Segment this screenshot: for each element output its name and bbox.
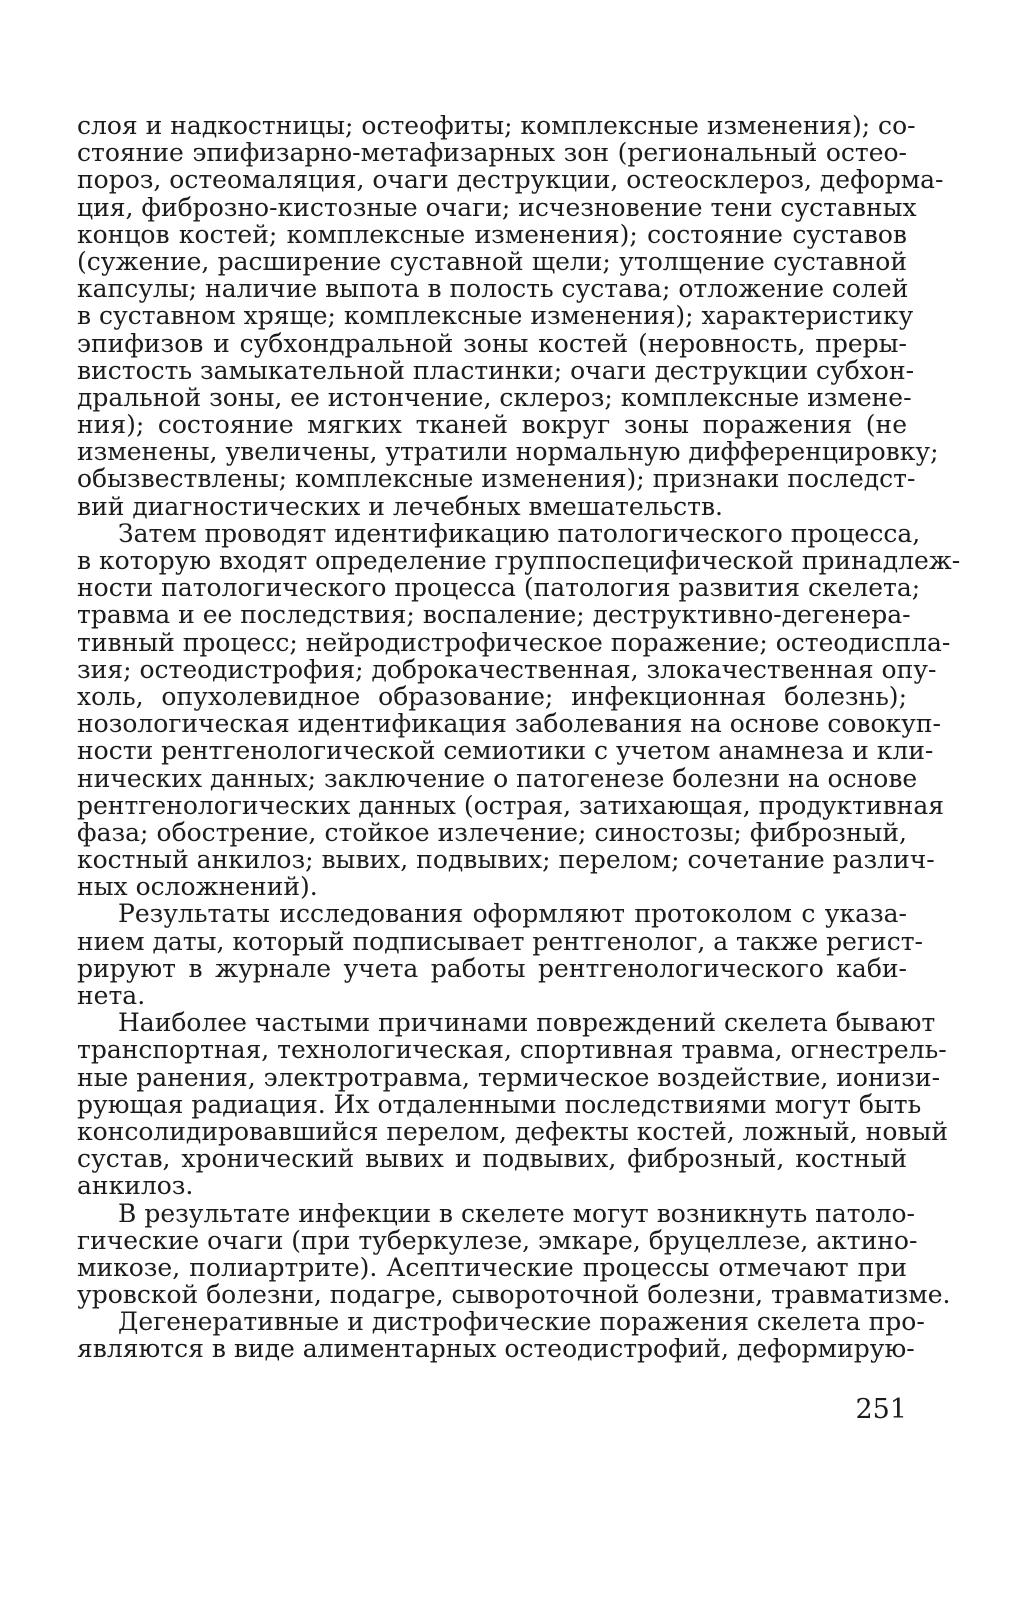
text-line: тивный процесс; нейродистрофическое поражение; остеодиспла-	[77, 627, 951, 657]
paragraph	[77, 1307, 925, 1364]
text-line: костный анкилоз; вывих, подвывих; перелом; сочетание различ-	[77, 845, 935, 875]
text-line: нием даты, который подписывает рентгенолог, а также регист-	[77, 926, 923, 956]
text-line: консолидировавшийся перелом, дефекты костей, ложный, новый	[77, 1116, 949, 1146]
text-line: слоя и надкостницы; остеофиты; комплексные изменения); со-	[77, 111, 916, 140]
text-line: ных осложнений).	[77, 872, 318, 902]
text-line: рируют в журнале учета работы рентгенологического каби-	[77, 953, 907, 983]
text-line: пороз, остеомаляция, очаги деструкции, остеосклероз, деформа-	[77, 165, 944, 195]
text-line: В результате инфекции в скелете могут возникнуть патоло-	[118, 1198, 915, 1228]
text-line: эпифизов и субхондральной зоны костей (неровность, преры-	[77, 328, 907, 358]
text-line: капсулы; наличие выпота в полость сустава; отложение солей	[77, 274, 909, 304]
text-line: зия; остеодистрофия; доброкачественная, злокачественная опу-	[77, 654, 937, 684]
text-line: рентгенологических данных (острая, затихающая, продуктивная	[77, 790, 944, 820]
text-line: сустав, хронический вывих и подвывих, фиброзный, костный	[77, 1144, 907, 1174]
text-line: холь, опухолевидное образование; инфекционная болезнь);	[77, 681, 907, 711]
text-line: транспортная, технологическая, спортивная травма, огнестрель-	[77, 1035, 947, 1065]
text-line: микозе, полиартрите). Асептические процессы отмечают при	[77, 1252, 907, 1282]
text-line: травма и ее последствия; воспаление; деструктивно-дегенера-	[77, 600, 911, 630]
paragraph	[77, 111, 944, 521]
body-text	[77, 111, 961, 1364]
text-line: изменены, увеличены, утратили нормальную дифференцировку;	[77, 437, 939, 467]
text-line: Затем проводят идентификацию патологического процесса,	[118, 518, 921, 548]
paragraph	[77, 899, 923, 1010]
paragraph	[77, 1198, 951, 1310]
text-line: Дегенеративные и дистрофические поражения скелета про-	[118, 1307, 925, 1337]
text-line: вий диагностических и лечебных вмешательств.	[77, 491, 723, 521]
text-line: рующая радиация. Их отдаленными последствиями могут быть	[77, 1089, 922, 1119]
text-line: ности патологического процесса (патология развития скелета;	[77, 573, 921, 603]
paragraph	[77, 1008, 949, 1201]
text-line: нета.	[77, 981, 146, 1010]
text-line: обызвествлены; комплексные изменения); признаки последст-	[77, 464, 916, 494]
text-line: ные ранения, электротравма, термическое воздействие, ионизи-	[77, 1062, 941, 1092]
text-line: вистость замыкательной пластинки; очаги деструкции субхон-	[77, 355, 915, 385]
text-line: фаза; обострение, стойкое излечение; синостозы; фиброзный,	[77, 817, 907, 847]
text-line: (сужение, расширение суставной щели; утолщение суставной	[77, 246, 907, 276]
text-line: нических данных; заключение о патогенезе болезни на основе	[77, 763, 918, 793]
text-line: Результаты исследования оформляют протоколом с указа-	[118, 899, 907, 929]
text-line: в которую входят определение группоспецифической принадлеж-	[77, 546, 961, 575]
text-line: ция, фиброзно-кистозные очаги; исчезновение тени суставных	[77, 192, 917, 222]
text-line: дральной зоны, ее истончение, склероз; комплексные измене-	[77, 382, 912, 412]
text-line: являются в виде алиментарных остеодистрофий, деформирую-	[77, 1334, 915, 1364]
paragraph	[77, 518, 961, 902]
text-line: ности рентгенологической семиотики с учетом анамнеза и кли-	[77, 736, 934, 766]
text-line: стояние эпифизарно-метафизарных зон (региональный остео-	[77, 138, 907, 168]
text-line: концов костей; комплексные изменения); состояние суставов	[77, 219, 907, 249]
text-line: анкилоз.	[77, 1171, 194, 1201]
page-number: 251	[855, 1394, 907, 1425]
text-line: в суставном хряще; комплексные изменения); характеристику	[77, 301, 914, 331]
text-line: гические очаги (при туберкулезе, эмкаре, бруцеллезе, актино-	[77, 1225, 918, 1255]
text-line: нозологическая идентификация заболевания на основе совокуп-	[77, 709, 941, 739]
text-line: Наиболее частыми причинами повреждений скелета бывают	[118, 1008, 936, 1038]
text-line: ния); состояние мягких тканей вокруг зоны поражения (не	[77, 410, 907, 440]
text-line: уровской болезни, подагре, сывороточной болезни, травматизме.	[77, 1280, 951, 1310]
